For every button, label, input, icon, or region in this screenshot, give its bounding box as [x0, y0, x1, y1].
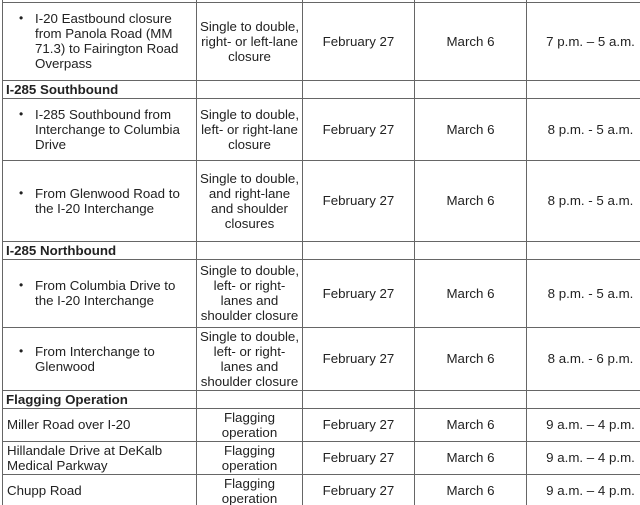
location-cell	[3, 408, 197, 441]
section-label: Flagging Operation	[3, 390, 197, 408]
end-date-cell: March 6	[415, 327, 527, 390]
bulleted-location	[5, 278, 194, 308]
start-date-cell: February 27	[303, 327, 415, 390]
location-text: From Columbia Drive to the I-20 Interchange	[35, 278, 176, 308]
location-cell	[3, 160, 197, 241]
hours-cell: 8 p.m. - 5 a.m.	[527, 98, 640, 160]
hours-cell: 7 p.m. – 5 a.m.	[527, 2, 640, 80]
location-text: Miller Road over I-20	[7, 417, 131, 432]
hours-cell: 8 p.m. - 5 a.m.	[527, 259, 640, 327]
hours-cell: 8 p.m. - 5 a.m.	[527, 160, 640, 241]
empty-cell	[303, 241, 415, 259]
closure-type-cell: Single to double, left- or right-lane closure	[197, 98, 303, 160]
hours-cell: 8 a.m. - 6 p.m.	[527, 327, 640, 390]
empty-cell	[303, 80, 415, 98]
location-cell	[3, 259, 197, 327]
bulleted-location	[5, 186, 194, 216]
closure-type-cell: Flagging operation	[197, 441, 303, 474]
section-header-row	[3, 80, 640, 98]
section-header-row	[3, 241, 640, 259]
location-text: I-20 Eastbound closure from Panola Road (MM 71.3) to Fairington Road Overpass	[35, 11, 179, 71]
empty-cell	[415, 390, 527, 408]
table-row	[3, 98, 640, 160]
empty-cell	[197, 390, 303, 408]
end-date-cell: March 6	[415, 98, 527, 160]
end-date-cell: March 6	[415, 2, 527, 80]
hours-cell: 9 a.m. – 4 p.m.	[527, 408, 640, 441]
closure-type-cell: Single to double, and right-lane and shoulder closures	[197, 160, 303, 241]
empty-cell	[527, 241, 640, 259]
bullet-icon: •	[19, 106, 24, 121]
start-date-cell: February 27	[303, 2, 415, 80]
closure-type-cell: Single to double, left- or right-lanes and shoulder closure	[197, 259, 303, 327]
section-header-row	[3, 390, 640, 408]
bulleted-location	[5, 107, 194, 152]
hours-cell: 9 a.m. – 4 p.m.	[527, 474, 640, 505]
start-date-cell: February 27	[303, 98, 415, 160]
empty-cell	[197, 241, 303, 259]
closure-type-cell: Flagging operation	[197, 474, 303, 505]
closure-type-cell: Flagging operation	[197, 408, 303, 441]
empty-cell	[197, 80, 303, 98]
end-date-cell: March 6	[415, 441, 527, 474]
bullet-icon: •	[19, 11, 24, 25]
table-row	[3, 474, 640, 505]
table-row	[3, 327, 640, 390]
location-text: Hillandale Drive at DeKalb Medical Parkway	[7, 442, 163, 473]
closure-table-body	[3, 0, 640, 505]
hours-cell: 9 a.m. – 4 p.m.	[527, 441, 640, 474]
bullet-icon: •	[19, 278, 24, 292]
table-row	[3, 2, 640, 80]
bullet-icon: •	[19, 343, 24, 358]
start-date-cell: February 27	[303, 441, 415, 474]
location-cell	[3, 98, 197, 160]
empty-cell	[415, 80, 527, 98]
start-date-cell: February 27	[303, 259, 415, 327]
start-date-cell: February 27	[303, 474, 415, 505]
table-row	[3, 441, 640, 474]
location-text: From Glenwood Road to the I-20 Interchange	[35, 185, 180, 216]
bulleted-location	[5, 11, 194, 71]
table-row	[3, 259, 640, 327]
location-text: Chupp Road	[7, 483, 82, 498]
closure-type-cell: Single to double, right- or left-lane closure	[197, 2, 303, 80]
end-date-cell: March 6	[415, 474, 527, 505]
table-row	[3, 160, 640, 241]
empty-cell	[303, 390, 415, 408]
bullet-icon: •	[19, 185, 24, 200]
end-date-cell: March 6	[415, 259, 527, 327]
location-cell	[3, 2, 197, 80]
road-closure-table	[2, 0, 640, 505]
location-cell	[3, 327, 197, 390]
end-date-cell: March 6	[415, 160, 527, 241]
empty-cell	[527, 390, 640, 408]
table-row	[3, 408, 640, 441]
closure-type-cell: Single to double, left- or right-lanes and shoulder closure	[197, 327, 303, 390]
location-cell	[3, 441, 197, 474]
section-label: I-285 Southbound	[3, 80, 197, 98]
start-date-cell: February 27	[303, 408, 415, 441]
location-text: I-285 Southbound from Interchange to Columbia Drive	[35, 106, 180, 152]
location-text: From Interchange to Glenwood	[35, 343, 155, 374]
start-date-cell: February 27	[303, 160, 415, 241]
end-date-cell: March 6	[415, 408, 527, 441]
empty-cell	[527, 80, 640, 98]
empty-cell	[415, 241, 527, 259]
location-cell	[3, 474, 197, 505]
bulleted-location	[5, 344, 194, 374]
section-label: I-285 Northbound	[3, 241, 197, 259]
